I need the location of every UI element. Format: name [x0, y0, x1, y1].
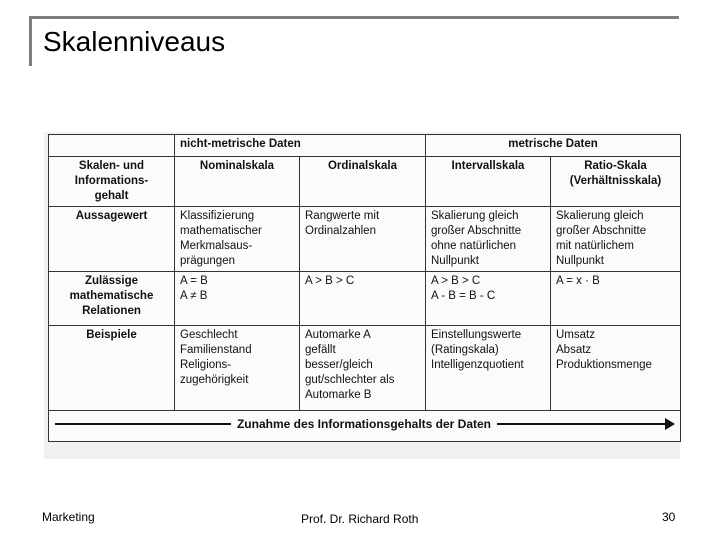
- cell-line: A = x · B: [556, 275, 600, 287]
- header-row-label-line: Informations-: [74, 175, 149, 187]
- cell-beispiele-ordinal: [300, 326, 426, 411]
- header-intervall: Intervallskala: [426, 157, 551, 207]
- row-label-line: mathematische: [69, 290, 154, 302]
- cell-line: Automarke B: [305, 389, 372, 401]
- cell-aussagewert-ordinal: [300, 207, 426, 272]
- cell-line: A - B = B - C: [431, 290, 496, 302]
- cell-line: großer Abschnitte: [556, 225, 647, 237]
- title-frame: [29, 16, 679, 66]
- group-nonmetric: nicht-metrische Daten: [175, 135, 426, 157]
- cell-line: Skalierung gleich: [431, 210, 519, 222]
- cell-line: großer Abschnitte: [431, 225, 522, 237]
- cell-relationen-ordinal: [300, 272, 426, 326]
- row-aussagewert: [49, 207, 681, 272]
- cell-line: Merkmalsaus-: [180, 240, 253, 252]
- cell-relationen-intervall: [426, 272, 551, 326]
- information-arrow-cell: [49, 411, 681, 442]
- header-row-label-line: gehalt: [94, 190, 129, 202]
- header-ordinal: Ordinalskala: [300, 157, 426, 207]
- cell-line: gut/schlechter als: [305, 374, 395, 386]
- information-arrow: [49, 411, 679, 437]
- cell-line: Automarke A: [305, 329, 371, 341]
- information-arrow-label: [49, 417, 679, 432]
- cell-line: Umsatz: [556, 329, 595, 341]
- header-row-label: [49, 157, 175, 207]
- cell-aussagewert-nominal: [175, 207, 300, 272]
- cell-line: mit natürlichem: [556, 240, 634, 252]
- cell-line: Skalierung gleich: [556, 210, 644, 222]
- column-header-row: [49, 157, 681, 207]
- cell-line: Rangwerte mit: [305, 210, 380, 222]
- cell-relationen-nominal: [175, 272, 300, 326]
- cell-relationen-ratio: [551, 272, 681, 326]
- cell-line: prägungen: [180, 255, 235, 267]
- group-header-row: [49, 135, 681, 157]
- cell-line: Religions-: [180, 359, 232, 371]
- cell-line: Ordinalzahlen: [305, 225, 376, 237]
- row-label-relationen: [49, 272, 175, 326]
- cell-line: A ≠ B: [180, 290, 208, 302]
- group-metric: metrische Daten: [426, 135, 681, 157]
- footer-center: Prof. Dr. Richard Roth: [301, 512, 419, 526]
- cell-aussagewert-intervall: [426, 207, 551, 272]
- row-label-aussagewert: [49, 207, 175, 272]
- cell-line: Familienstand: [180, 344, 252, 356]
- row-label-line: Relationen: [82, 305, 141, 317]
- cell-line: Einstellungswerte: [431, 329, 522, 341]
- footer-left: Marketing: [42, 510, 95, 524]
- cell-line: A > B > C: [305, 275, 355, 287]
- cell-line: Geschlecht: [180, 329, 238, 341]
- page-number: 30: [662, 510, 676, 524]
- scale-levels-table: [48, 134, 681, 442]
- cell-aussagewert-ratio: [551, 207, 681, 272]
- cell-line: Nullpunkt: [556, 255, 604, 267]
- cell-line: A = B: [180, 275, 208, 287]
- cell-line: (Ratingskala): [431, 344, 499, 356]
- cell-line: mathematischer: [180, 225, 262, 237]
- cell-line: Absatz: [556, 344, 592, 356]
- cell-line: gefällt: [305, 344, 336, 356]
- header-row-label-line: Skalen- und: [78, 160, 145, 172]
- row-relationen: [49, 272, 681, 326]
- row-information-arrow: [49, 411, 681, 442]
- row-beispiele: [49, 326, 681, 411]
- slide-title: Skalenniveaus: [43, 26, 226, 57]
- row-label-line: Zulässige: [84, 275, 139, 287]
- header-ratio-line: Ratio-Skala: [584, 160, 647, 172]
- title-frame-top-rule: [29, 16, 679, 19]
- cell-line: zugehörigkeit: [180, 374, 249, 386]
- title-frame-left-rule: [29, 16, 32, 66]
- cell-beispiele-nominal: [175, 326, 300, 411]
- cell-beispiele-ratio: [551, 326, 681, 411]
- row-label-beispiele: [49, 326, 175, 411]
- cell-line: Intelligenzquotient: [431, 359, 524, 371]
- cell-line: ohne natürlichen: [431, 240, 517, 252]
- cell-line: besser/gleich: [305, 359, 373, 371]
- corner-cell: [49, 135, 175, 157]
- cell-line: Klassifizierung: [180, 210, 255, 222]
- cell-line: Produktionsmenge: [556, 359, 652, 371]
- cell-line: A > B > C: [431, 275, 481, 287]
- row-label-line: Beispiele: [86, 329, 137, 341]
- information-arrow-text: Zunahme des Informationsgehalts der Daten: [231, 417, 497, 431]
- cell-line: Nullpunkt: [431, 255, 479, 267]
- cell-beispiele-intervall: [426, 326, 551, 411]
- header-ratio-line: (Verhältnisskala): [569, 175, 662, 187]
- header-ratio: [551, 157, 681, 207]
- row-label-line: Aussagewert: [75, 210, 148, 222]
- header-nominal: Nominalskala: [175, 157, 300, 207]
